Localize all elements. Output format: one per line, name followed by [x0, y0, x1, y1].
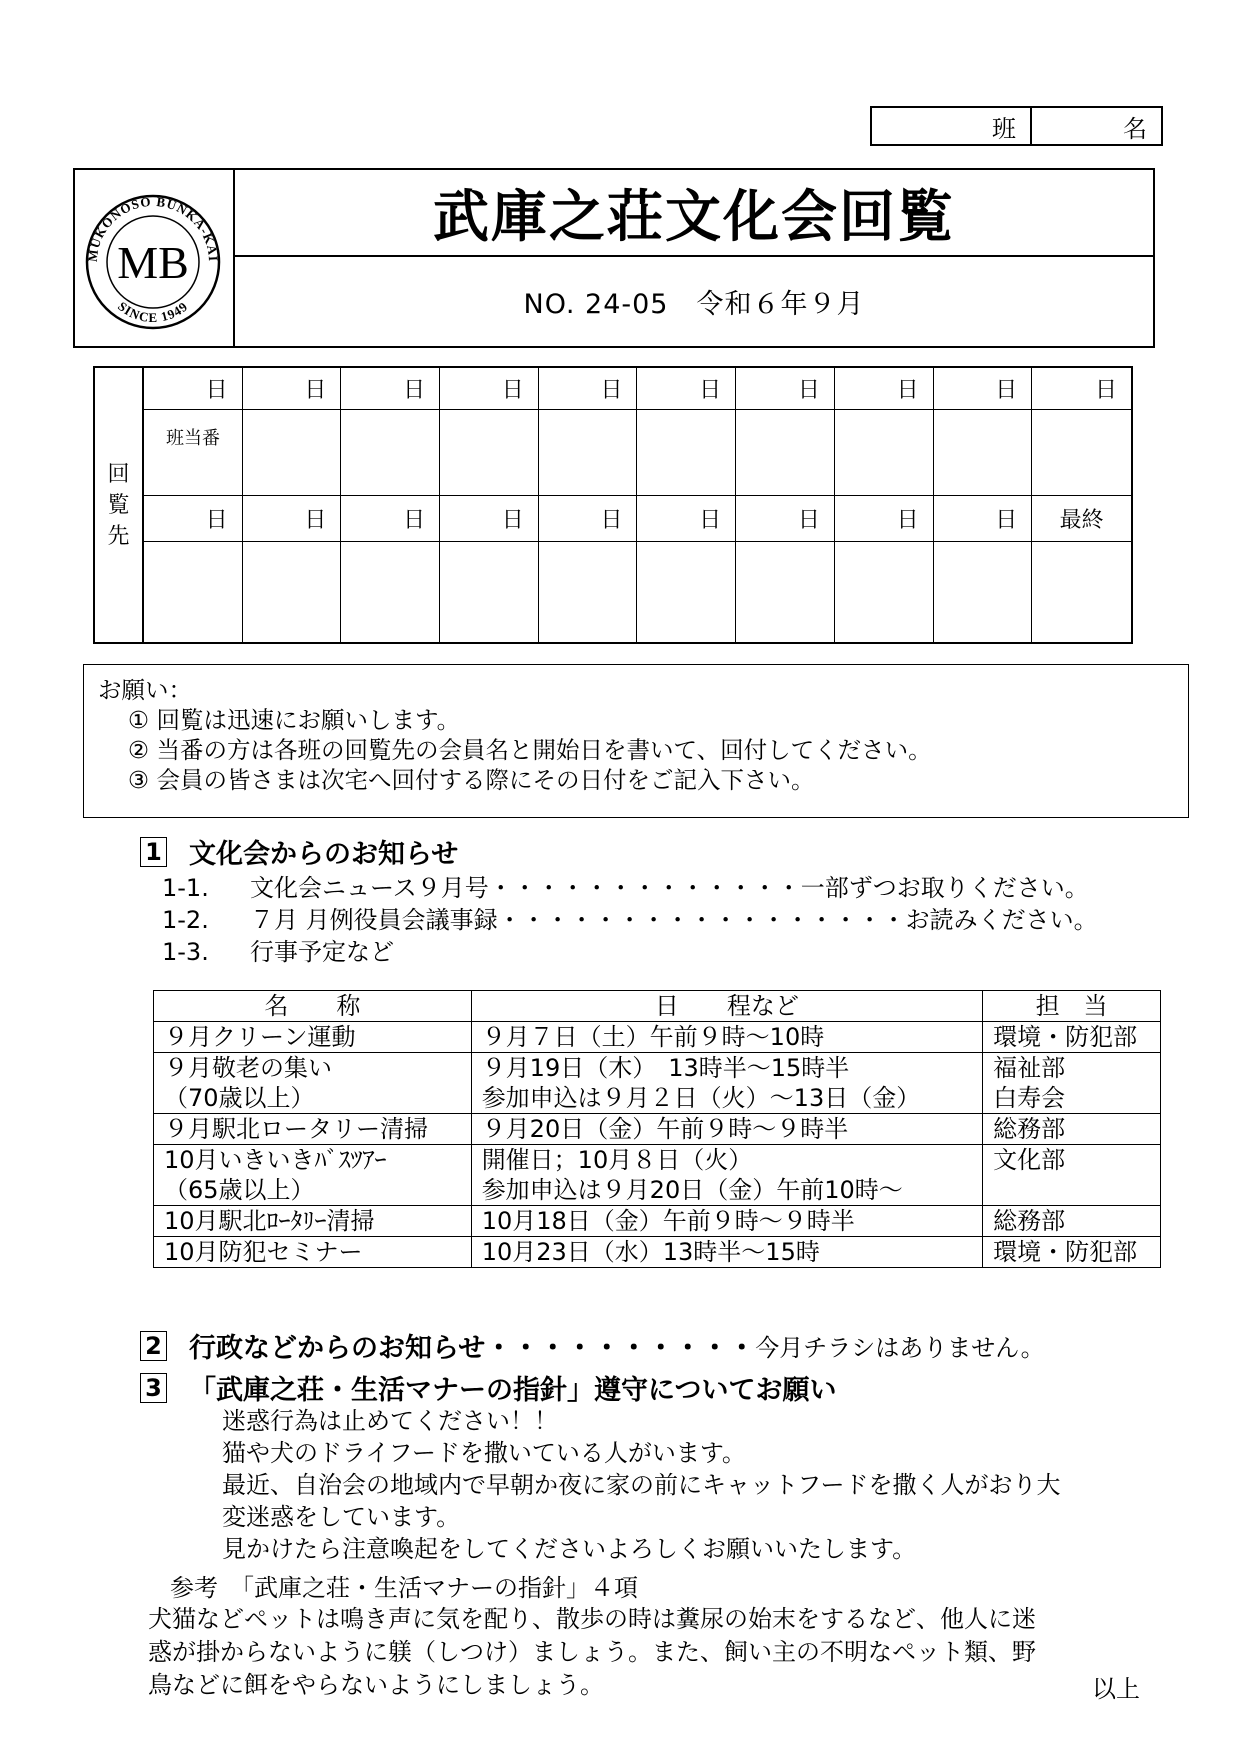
event-name-cell — [154, 1022, 472, 1053]
event-schedule-cell — [471, 1237, 982, 1268]
section-number: 2 — [140, 1331, 167, 1361]
member-name-cell[interactable] — [637, 410, 736, 496]
event-dept-cell — [983, 1022, 1161, 1053]
item-text: 行事予定など — [250, 938, 394, 966]
event-dept: 福祉部 — [993, 1054, 1066, 1082]
date-cell[interactable]: 日 — [243, 496, 342, 542]
issue-number: NO. 24-05 令和６年９月 — [523, 289, 865, 320]
event-dept: 文化部 — [993, 1146, 1066, 1174]
date-cell[interactable]: 日 — [440, 496, 539, 542]
item-number: 1-3. — [162, 938, 209, 966]
logo-since-text: SINCE 1949 — [115, 298, 191, 326]
event-schedule: 開催日；10月８日（火） — [481, 1146, 753, 1174]
event-schedule-cell — [471, 1022, 982, 1053]
event-name: ９月敬老の集い — [164, 1054, 332, 1082]
member-name-cell[interactable] — [341, 410, 440, 496]
event-name: ９月駅北ロータリー清掃 — [164, 1115, 428, 1143]
event-dept-cell — [983, 1237, 1161, 1268]
date-cell[interactable]: 日 — [341, 368, 440, 410]
member-name-cell[interactable] — [440, 542, 539, 642]
event-name-cell — [154, 1145, 472, 1206]
section-3-heading — [140, 1368, 836, 1407]
table-row — [154, 1114, 1161, 1145]
date-cell[interactable]: 日 — [736, 496, 835, 542]
event-name: 10月防犯セミナー — [164, 1238, 363, 1266]
table-row — [154, 1206, 1161, 1237]
closing-text: 以上 — [1092, 1675, 1140, 1703]
events-table — [153, 990, 1161, 1268]
section-title: 行政などからのお知らせ・・・・・・・・・・ — [189, 1333, 756, 1364]
svg-text:SINCE 1949 — [115, 298, 191, 325]
final-cell[interactable]: 最終 — [1032, 496, 1131, 542]
date-cell[interactable]: 日 — [144, 496, 243, 542]
member-name-cell[interactable] — [243, 542, 342, 642]
date-cell[interactable]: 日 — [243, 368, 342, 410]
body-line: 変迷惑をしています。 — [222, 1503, 461, 1531]
member-name-cell[interactable] — [1032, 542, 1131, 642]
request-box — [83, 664, 1189, 818]
table-row — [154, 1145, 1161, 1206]
request-item: ① 回覧は迅速にお願いします。 — [128, 706, 461, 734]
newsletter-title: 武庫之荘文化会回覧 — [235, 170, 1153, 257]
body-line: 猫や犬のドライフードを撒いている人がいます。 — [222, 1439, 746, 1467]
date-cell[interactable]: 日 — [341, 496, 440, 542]
section-2-heading — [140, 1326, 1045, 1365]
request-item: ② 当番の方は各班の回覧先の会員名と開始日を書いて、回付してください。 — [128, 736, 932, 764]
date-cell[interactable]: 日 — [440, 368, 539, 410]
reference-title: 参考 「武庫之荘・生活マナーの指針」４項 — [170, 1574, 638, 1602]
date-cell[interactable]: 日 — [835, 368, 934, 410]
group-name-box — [870, 106, 1163, 146]
member-name-cell[interactable] — [835, 410, 934, 496]
event-schedule-cell — [471, 1206, 982, 1237]
group-label: 班 — [872, 108, 1032, 144]
table-row — [154, 1237, 1161, 1268]
logo-monogram: MB — [117, 237, 189, 288]
section-3-body — [222, 1405, 1162, 1565]
section-title: 文化会からのお知らせ — [189, 839, 459, 870]
date-cell[interactable]: 日 — [539, 368, 638, 410]
header-box — [73, 168, 1155, 348]
body-line: 犬猫などペットは鳴き声に気を配り、散歩の時は糞尿の始末をするなど、他人に迷 — [148, 1605, 1036, 1633]
member-name-cell[interactable] — [341, 542, 440, 642]
member-name-cell[interactable] — [934, 542, 1033, 642]
event-dept-cell — [983, 1114, 1161, 1145]
table-row — [154, 1022, 1161, 1053]
circulation-label-char: 回 — [107, 461, 130, 487]
event-dept-cell — [983, 1145, 1161, 1206]
event-name-note: （70歳以上） — [164, 1084, 315, 1112]
column-header: 日 程など — [471, 991, 982, 1022]
event-dept: 総務部 — [993, 1115, 1066, 1143]
date-cell[interactable]: 日 — [637, 368, 736, 410]
circulation-grid — [93, 366, 1133, 644]
item-number: 1-1. — [162, 874, 209, 902]
event-name-cell — [154, 1206, 472, 1237]
date-cell[interactable]: 日 — [637, 496, 736, 542]
member-name-cell[interactable] — [539, 410, 638, 496]
member-name-cell[interactable] — [637, 542, 736, 642]
section-1-items — [162, 872, 1098, 968]
event-schedule: 10月23日（水）13時半～15時 — [481, 1238, 820, 1266]
member-name-cell[interactable] — [835, 542, 934, 642]
circulation-label-char: 先 — [107, 523, 130, 549]
member-name-cell[interactable] — [1032, 410, 1131, 496]
event-dept: 総務部 — [993, 1207, 1066, 1235]
body-line: 迷惑行為は止めてください！！ — [222, 1407, 558, 1435]
event-schedule: ９月19日（木） 13時半～15時半 — [481, 1054, 850, 1082]
body-line: 最近、自治会の地域内で早朝か夜に家の前にキャットフードを撒く人がおり大 — [222, 1471, 1061, 1499]
member-name-cell[interactable] — [736, 410, 835, 496]
circulation-label — [95, 368, 144, 642]
member-name-cell[interactable] — [736, 542, 835, 642]
body-line: 鳥などに餌をやらないようにしましょう。 — [148, 1671, 604, 1699]
request-title: お願い： — [98, 676, 192, 704]
logo-ring-text: MUKONOSO BUNKA-KAI — [84, 193, 222, 263]
member-name-cell[interactable] — [243, 410, 342, 496]
section-title: 「武庫之荘・生活マナーの指針」遵守についてお願い — [189, 1375, 837, 1406]
event-dept: 環境・防犯部 — [993, 1023, 1138, 1051]
section-1-heading — [140, 832, 458, 871]
duty-name-cell[interactable]: 班当番 — [144, 410, 243, 496]
list-item — [162, 936, 1098, 968]
date-cell[interactable]: 日 — [934, 368, 1033, 410]
event-dept-cell — [983, 1053, 1161, 1114]
member-name-cell[interactable] — [440, 410, 539, 496]
date-cell[interactable]: 日 — [144, 368, 243, 410]
item-text: ７月 月例役員会議事録・・・・・・・・・・・・・・・・・お読みください。 — [250, 906, 1098, 934]
date-cell[interactable]: 日 — [736, 368, 835, 410]
event-name-cell — [154, 1237, 472, 1268]
member-name-cell[interactable] — [539, 542, 638, 642]
event-schedule-cell — [471, 1145, 982, 1206]
section-number: 3 — [140, 1373, 167, 1403]
event-name-cell — [154, 1053, 472, 1114]
reference-body — [148, 1603, 1148, 1702]
list-item — [162, 904, 1098, 936]
event-name-cell — [154, 1114, 472, 1145]
date-cell[interactable]: 日 — [934, 496, 1033, 542]
table-header-row — [154, 991, 1161, 1022]
event-dept: 白寿会 — [993, 1084, 1066, 1112]
body-line: 惑が掛からないように躾（しつけ）ましょう。また、飼い主の不明なペット類、野 — [148, 1638, 1036, 1666]
event-dept-cell — [983, 1206, 1161, 1237]
request-item: ③ 会員の皆さまは次宅へ回付する際にその日付をご記入下さい。 — [128, 766, 815, 794]
member-name-cell[interactable] — [934, 410, 1033, 496]
event-schedule: ９月７日（土）午前９時～10時 — [481, 1023, 825, 1051]
date-cell[interactable]: 日 — [1032, 368, 1131, 410]
mb-logo — [75, 170, 231, 346]
column-header: 名 称 — [154, 991, 472, 1022]
section-number: 1 — [140, 837, 167, 867]
event-schedule: ９月20日（金）午前９時～９時半 — [481, 1115, 849, 1143]
list-item — [162, 872, 1098, 904]
name-label: 名 — [1123, 114, 1147, 143]
circulation-label-char: 覧 — [107, 492, 130, 518]
event-schedule: 参加申込は９月２日（火）～13日（金） — [481, 1084, 921, 1112]
body-line: 見かけたら注意喚起をしてくださいよろしくお願いいたします。 — [222, 1535, 917, 1563]
column-header: 担 当 — [983, 991, 1161, 1022]
event-schedule: 10月18日（金）午前９時～９時半 — [481, 1207, 855, 1235]
event-dept: 環境・防犯部 — [993, 1238, 1138, 1266]
date-cell[interactable]: 日 — [835, 496, 934, 542]
event-name: 10月駅北ﾛｰﾀﾘｰ清掃 — [164, 1207, 375, 1235]
item-text: 文化会ニュース９月号・・・・・・・・・・・・・一部ずつお取りください。 — [250, 874, 1089, 902]
event-name: ９月クリーン運動 — [164, 1023, 356, 1051]
event-name-note: （65歳以上） — [164, 1176, 315, 1204]
event-schedule: 参加申込は９月20日（金）午前10時～ — [481, 1176, 903, 1204]
event-name: 10月いきいきﾊﾞｽﾂｱｰ — [164, 1146, 387, 1174]
table-row — [154, 1053, 1161, 1114]
section-2-note: 今月チラシはありません。 — [755, 1334, 1045, 1362]
event-schedule-cell — [471, 1053, 982, 1114]
member-name-cell[interactable] — [144, 542, 243, 642]
logo-cell — [75, 170, 235, 346]
item-number: 1-2. — [162, 906, 209, 934]
event-schedule-cell — [471, 1114, 982, 1145]
date-cell[interactable]: 日 — [539, 496, 638, 542]
